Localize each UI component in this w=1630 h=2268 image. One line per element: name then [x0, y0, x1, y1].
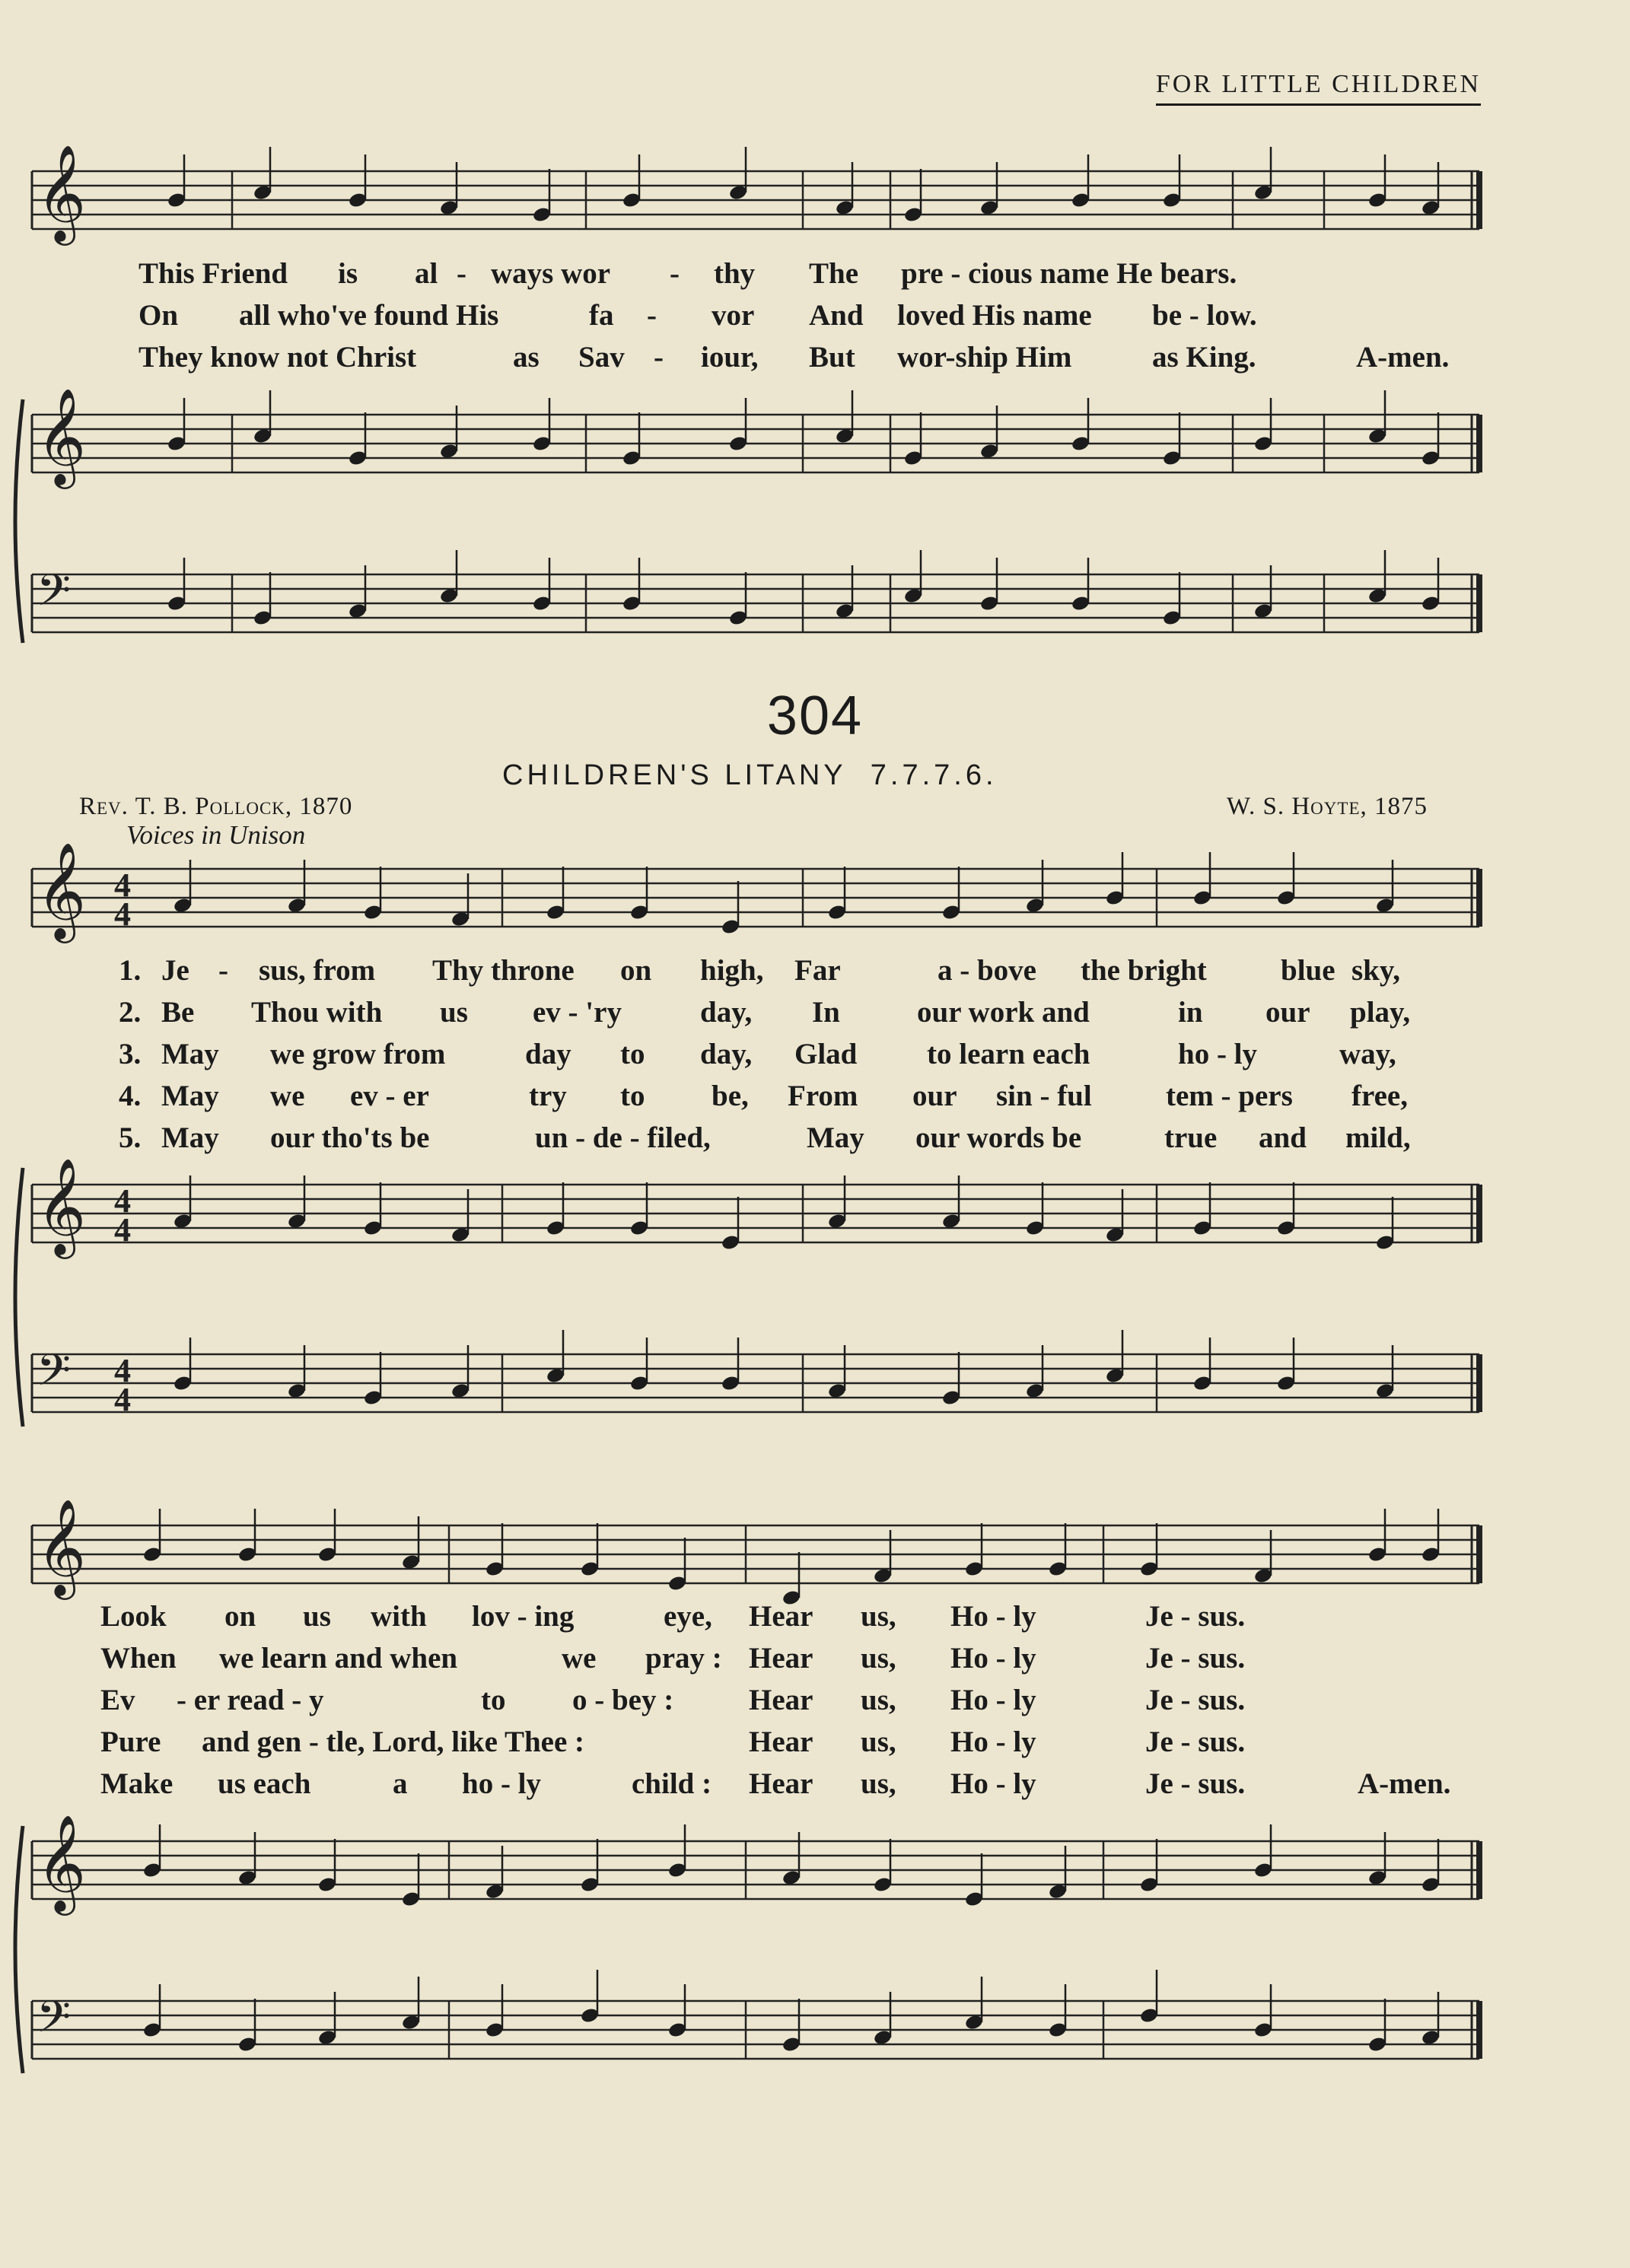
lyric-line-5: Make us each a ho - ly child : Hear us, Ho - ly Je - sus. A-men. [100, 1767, 1451, 1800]
prev-lyric-line-3: They know not Christ as Sav - iour, But wor-ship Him as King. A-men. [138, 341, 1450, 374]
melody-staff-1 [0, 841, 1630, 966]
brace-icon [15, 1826, 23, 2073]
staff-lines [0, 1811, 1630, 2115]
treble-clef-icon: 𝄞 [37, 1814, 87, 1911]
treble-clef-icon: 𝄞 [37, 1157, 87, 1255]
lyric-line-2: When we learn and when we pray : Hear us, Ho - ly Je - sus. [100, 1642, 1246, 1675]
lyric-line-2: 2. Be Thou with us ev - 'ry day, In our work and in our play, [119, 996, 1411, 1029]
accompaniment-system-1 [0, 1157, 1630, 1457]
tune-heading [502, 759, 998, 792]
lyric-line-5: 5. May our tho'ts be un - de - filed, May our words be true and mild, [119, 1121, 1411, 1154]
prev-accompaniment-system [0, 384, 1630, 689]
running-header: FOR LITTLE CHILDREN [1156, 70, 1481, 106]
bass-clef-icon: 𝄢 [37, 1344, 72, 1407]
staff-lines [0, 384, 1630, 689]
stanza-lyrics-part-2 [0, 1595, 1630, 1805]
bass-clef-icon: 𝄢 [37, 565, 72, 627]
hymn-number: 304 [766, 685, 864, 746]
lyric-line-3: 3. May we grow from day to day, Glad to learn each ho - ly way, [119, 1038, 1396, 1070]
prev-lyric-line-2: On all who've found His fa - vor And loved His name be - low. [138, 299, 1257, 332]
lyric-line-4: 4. May we ev - er try to be, From our sin - ful tem - pers free, [119, 1080, 1408, 1112]
author-credit: Rev. T. B. Pollock, 1870 [79, 793, 353, 820]
meter: 7.7.7.6. [870, 759, 998, 791]
lyric-line-4: Pure and gen - tle, Lord, like Thee : Hear us, Ho - ly Je - sus. [100, 1726, 1246, 1758]
treble-clef-icon: 𝄞 [37, 387, 87, 485]
performance-instruction: Voices in Unison [126, 820, 306, 850]
staff-lines [0, 1157, 1630, 1457]
brace-icon [15, 399, 23, 643]
time-signature-icon: 4 [114, 1211, 131, 1249]
lyric-line-1: 1. Je - sus, from Thy throne on high, Far a - bove the bright blue sky, [119, 954, 1400, 987]
brace-icon [15, 1168, 23, 1427]
time-signature-icon: 4 [114, 1381, 131, 1418]
lyric-line-3: Ev - er read - y to o - bey : Hear us, Ho - ly Je - sus. [100, 1684, 1246, 1716]
tune-name: CHILDREN'S LITANY [502, 759, 847, 791]
prev-melody-staff [0, 141, 1630, 262]
treble-clef-icon: 𝄞 [37, 1498, 87, 1595]
stanza-lyrics-part-1 [0, 950, 1630, 1159]
bass-clef-icon: 𝄢 [37, 1991, 72, 2053]
prev-lyric-line-1: This Friend is al - ways wor - thy The pre - cious name He bears. [138, 257, 1237, 290]
staff-lines [0, 141, 1630, 262]
treble-clef-icon: 𝄞 [37, 841, 87, 939]
accompaniment-system-2 [0, 1811, 1630, 2115]
composer-credit: W. S. Hoyte, 1875 [1226, 793, 1428, 820]
time-signature-icon: 4 [114, 867, 131, 904]
time-signature-icon: 4 [114, 895, 131, 933]
staff-lines [0, 841, 1630, 966]
treble-clef-icon: 𝄞 [37, 144, 87, 241]
time-signature-icon: 4 [114, 1182, 131, 1220]
time-signature-icon: 4 [114, 1352, 131, 1389]
lyric-line-1: Look on us with lov - ing eye, Hear us, Ho - ly Je - sus. [100, 1600, 1246, 1633]
prev-hymn-lyrics [0, 253, 1630, 378]
